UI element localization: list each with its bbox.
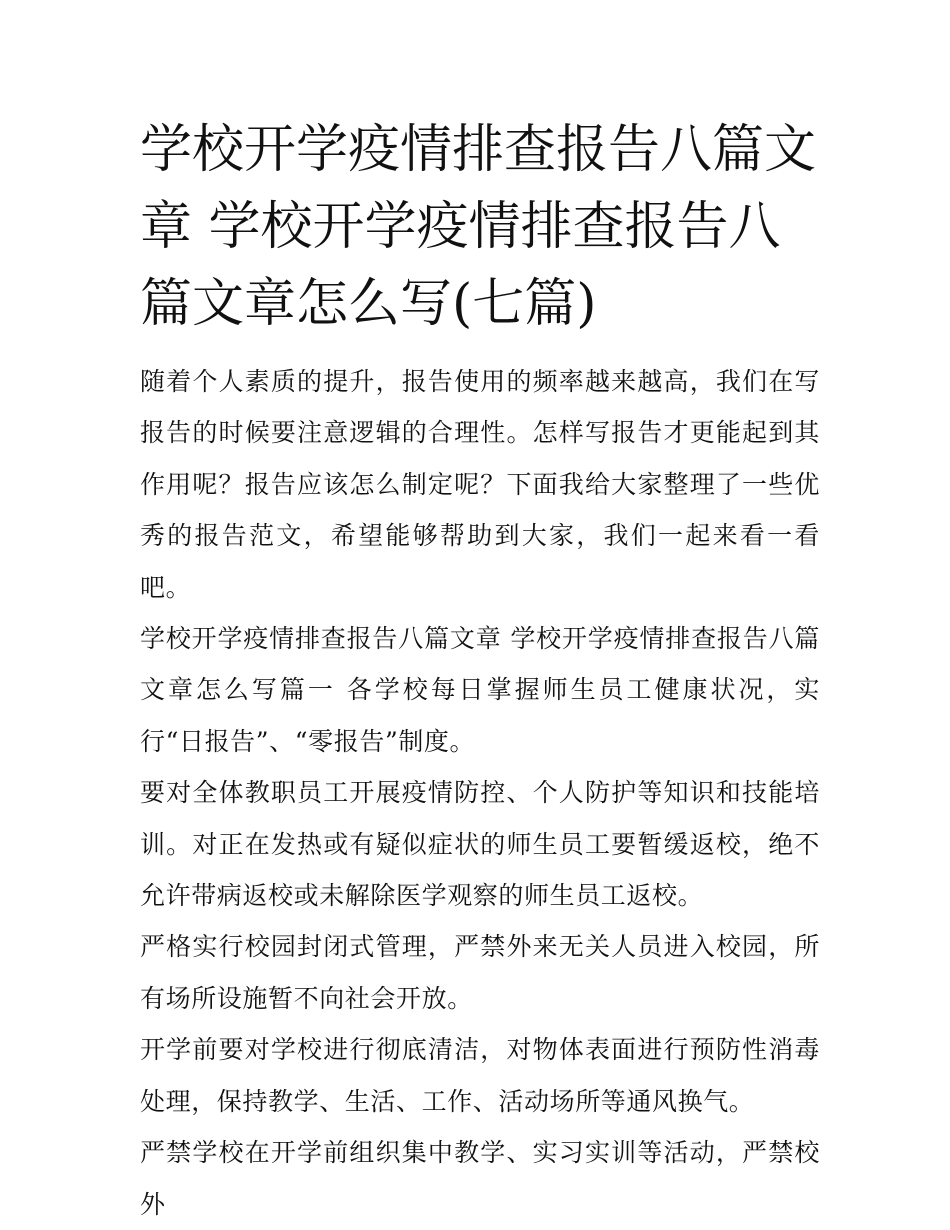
paragraph-2: 要对全体教职员工开展疫情防控、个人防护等知识和技能培训。对正在发热或有疑似症状的师生员工要暂缓返校，绝不允许带病返校或未解除医学观察的师生员工返校。 [140,778,820,911]
paragraph-5: 严禁学校在开学前组织集中教学、实习实训等活动，严禁校外 [140,1138,820,1219]
paragraph-1: 学校开学疫情排查报告八篇文章 学校开学疫情排查报告八篇文章怎么写篇一 各学校每日掌握师生员工健康状况，实行“日报告”、“零报告”制度。 [140,624,820,756]
paragraph-3: 严格实行校园封闭式管理，严禁外来无关人员进入校园，所有场所设施暂不向社会开放。 [140,932,820,1013]
document-title: 学校开学疫情排查报告八篇文章 学校开学疫情排查报告八篇文章怎么写(七篇) [140,120,817,334]
paragraph-intro: 随着个人素质的提升，报告使用的频率越来越高，我们在写报告的时候要注意逻辑的合理性。怎样写报告才更能起到其作用呢？报告应该怎么制定呢？下面我给大家整理了一些优秀的报告范文，希望能够帮助到大家，我们一起来看一看吧。 [140,367,820,602]
document-body [140,356,820,1230]
paragraph-4: 开学前要对学校进行彻底清洁，对物体表面进行预防性消毒处理，保持教学、生活、工作、活动场所等通风换气。 [140,1035,820,1116]
